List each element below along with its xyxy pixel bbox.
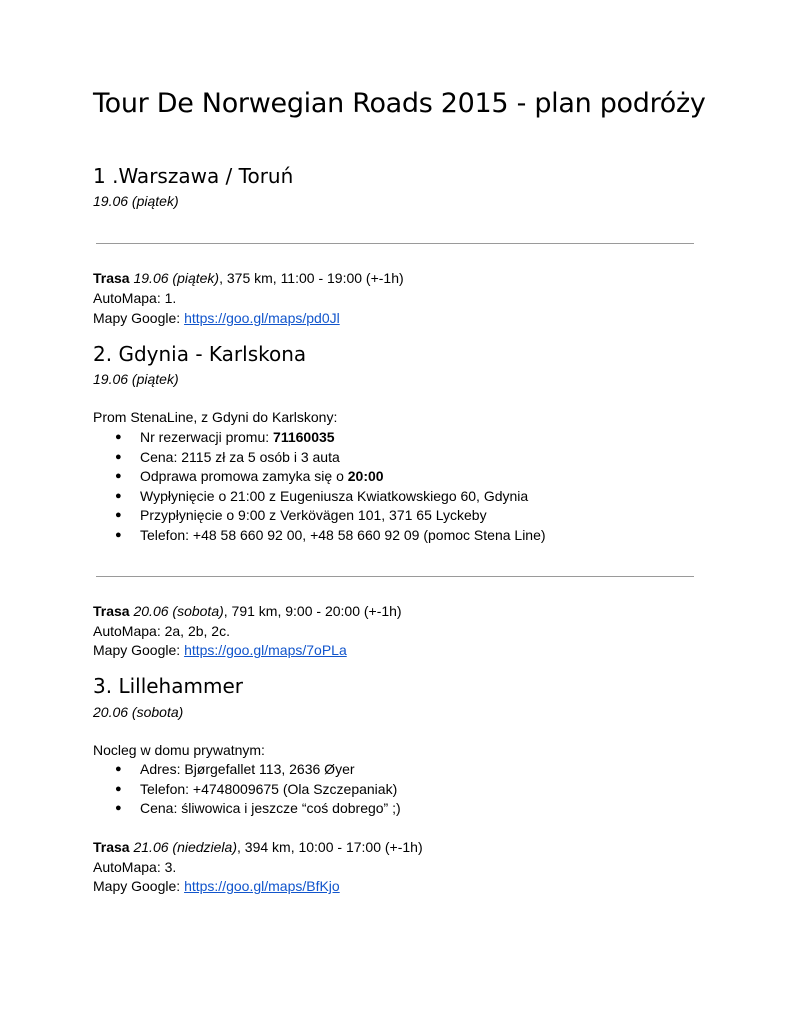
google-maps-label: Mapy Google: bbox=[93, 642, 185, 658]
route-date: 21.06 (niedziela) bbox=[133, 839, 237, 855]
route-google-maps bbox=[93, 878, 340, 894]
list-item: ● Cena: śliwowica i jeszcze “coś dobrego” ;) bbox=[93, 799, 401, 819]
list-item: ● Przypłynięcie o 9:00 z Verkövägen 101, 371 65 Lyckeby bbox=[93, 506, 546, 526]
google-maps-label: Mapy Google: bbox=[93, 878, 185, 894]
list-item: ● Telefon: +4748009675 (Ola Szczepaniak) bbox=[93, 780, 401, 800]
section-date: 19.06 (piątek) bbox=[93, 193, 179, 209]
google-maps-label: Mapy Google: bbox=[93, 310, 185, 326]
route-google-maps bbox=[93, 642, 347, 658]
section-date: 19.06 (piątek) bbox=[93, 371, 179, 387]
lodging-intro: Nocleg w domu prywatnym: bbox=[93, 742, 265, 758]
lodging-details-list bbox=[93, 760, 401, 819]
route-label: Trasa bbox=[93, 603, 130, 619]
list-item: ● Wypłynięcie o 21:00 z Eugeniusza Kwiatkowskiego 60, Gdynia bbox=[93, 487, 546, 507]
route-automapa: AutoMapa: 1. bbox=[93, 290, 177, 306]
list-item: ● Nr rezerwacji promu: 71160035 bbox=[93, 428, 546, 448]
route-label: Trasa bbox=[93, 270, 130, 286]
route-details: , 375 km, 11:00 - 19:00 (+-1h) bbox=[219, 270, 404, 286]
route-summary bbox=[93, 270, 404, 286]
horizontal-divider bbox=[96, 243, 694, 244]
route-summary bbox=[93, 839, 423, 855]
google-maps-link[interactable]: https://goo.gl/maps/7oPLa bbox=[184, 642, 347, 658]
route-summary bbox=[93, 603, 402, 619]
section-heading-gdynia: 2. Gdynia - Karlskona bbox=[93, 342, 307, 366]
route-automapa: AutoMapa: 2a, 2b, 2c. bbox=[93, 623, 230, 639]
horizontal-divider bbox=[96, 576, 694, 577]
google-maps-link[interactable]: https://goo.gl/maps/pd0Jl bbox=[184, 310, 340, 326]
route-google-maps bbox=[93, 310, 340, 326]
section-heading-lillehammer: 3. Lillehammer bbox=[93, 674, 243, 698]
route-details: , 394 km, 10:00 - 17:00 (+-1h) bbox=[237, 839, 423, 855]
list-item: ● Cena: 2115 zł za 5 osób i 3 auta bbox=[93, 448, 546, 468]
route-automapa: AutoMapa: 3. bbox=[93, 859, 177, 875]
ferry-details-list bbox=[93, 428, 546, 545]
route-date: 19.06 (piątek) bbox=[133, 270, 220, 286]
list-item: ● Odprawa promowa zamyka się o 20:00 bbox=[93, 467, 546, 487]
route-details: , 791 km, 9:00 - 20:00 (+-1h) bbox=[223, 603, 402, 619]
section-date: 20.06 (sobota) bbox=[93, 704, 184, 720]
route-label: Trasa bbox=[93, 839, 130, 855]
section-heading-warszawa: 1 .Warszawa / Toruń bbox=[93, 164, 294, 188]
list-item: ● Adres: Bjørgefallet 113, 2636 Øyer bbox=[93, 760, 401, 780]
google-maps-link[interactable]: https://goo.gl/maps/BfKjo bbox=[184, 878, 340, 894]
list-item: ● Telefon: +48 58 660 92 00, +48 58 660 92 09 (pomoc Stena Line) bbox=[93, 526, 546, 546]
ferry-intro: Prom StenaLine, z Gdyni do Karlskony: bbox=[93, 409, 338, 425]
document-title: Tour De Norwegian Roads 2015 - plan podróży bbox=[93, 88, 706, 119]
route-date: 20.06 (sobota) bbox=[133, 603, 224, 619]
